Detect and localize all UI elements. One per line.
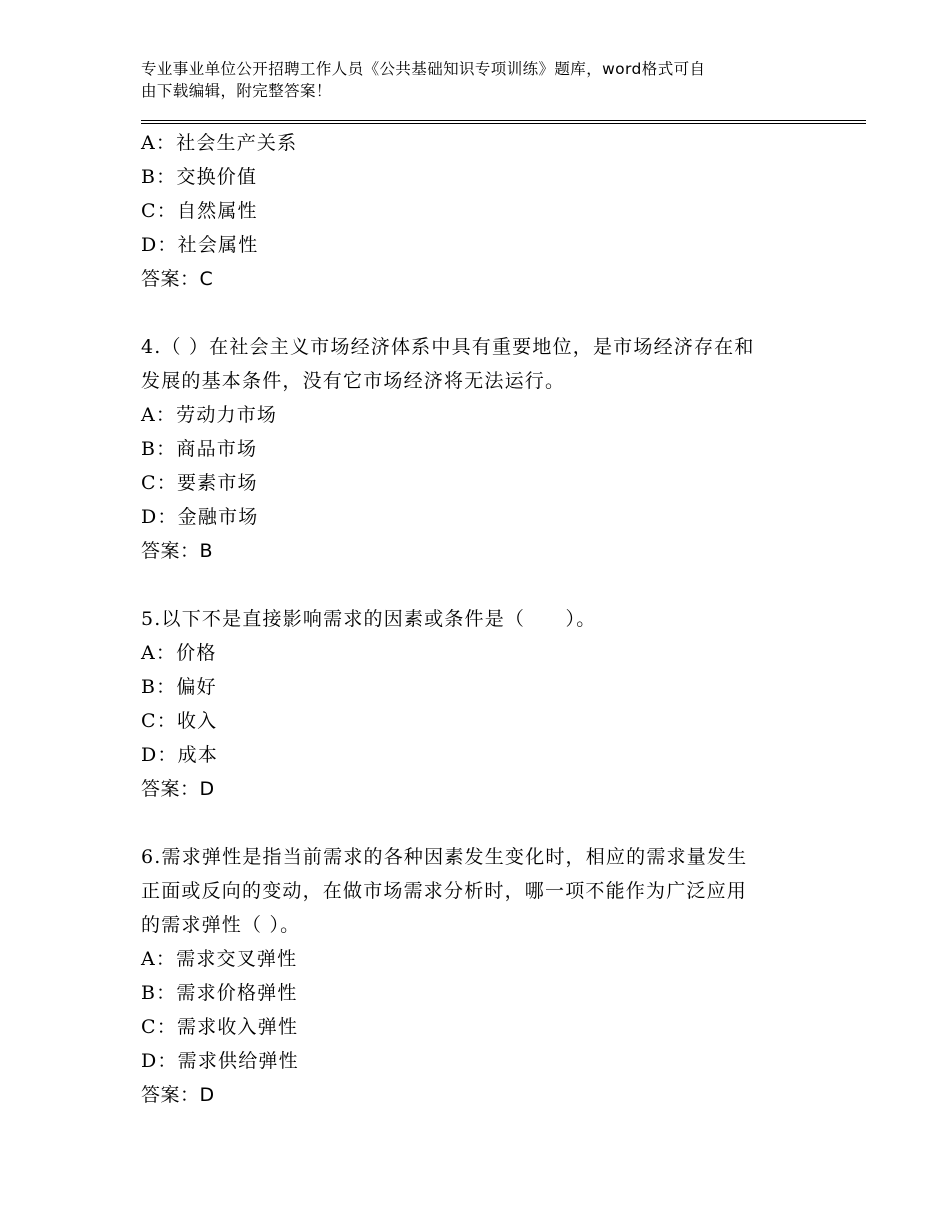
option-c: C：收入 bbox=[141, 710, 218, 732]
answer bbox=[141, 534, 821, 568]
question-stem: 6.需求弹性是指当前需求的各种因素发生变化时，相应的需求量发生 bbox=[141, 846, 748, 868]
answer-label: 答案： bbox=[141, 268, 200, 290]
option-c: C：自然属性 bbox=[141, 200, 258, 222]
option-b: B：商品市场 bbox=[141, 438, 258, 460]
header-line-2: 由下载编辑，附完整答案！ bbox=[141, 82, 332, 100]
option-b: B：需求价格弹性 bbox=[141, 982, 298, 1004]
answer-value: B bbox=[199, 540, 214, 562]
answer-label: 答案： bbox=[141, 540, 200, 562]
spacer bbox=[141, 296, 821, 330]
option-d: D：社会属性 bbox=[141, 234, 259, 256]
spacer bbox=[141, 568, 821, 602]
option-d: D：金融市场 bbox=[141, 506, 259, 528]
option-b: B：偏好 bbox=[141, 676, 217, 698]
question-stem: 正面或反向的变动，在做市场需求分析时，哪一项不能作为广泛应用 bbox=[141, 880, 748, 902]
answer-label: 答案： bbox=[141, 778, 200, 800]
answer bbox=[141, 772, 821, 806]
option-c: C：要素市场 bbox=[141, 472, 258, 494]
question-stem: 4.（ ）在社会主义市场经济体系中具有重要地位，是市场经济存在和 bbox=[141, 336, 755, 358]
page-header bbox=[141, 58, 811, 102]
question-stem: 的需求弹性（ ）。 bbox=[141, 914, 301, 936]
answer bbox=[141, 262, 821, 296]
header-line-1: 专业事业单位公开招聘工作人员《公共基础知识专项训练》题库，word格式可自 bbox=[141, 60, 706, 78]
option-d: D：成本 bbox=[141, 744, 219, 766]
question-5 bbox=[141, 602, 821, 806]
question-4 bbox=[141, 330, 821, 568]
answer-value: C bbox=[199, 268, 214, 290]
question-3 bbox=[141, 126, 821, 296]
answer-value: D bbox=[199, 778, 215, 800]
option-a: A：劳动力市场 bbox=[141, 404, 278, 426]
question-stem: 发展的基本条件，没有它市场经济将无法运行。 bbox=[141, 370, 566, 392]
answer-value: D bbox=[199, 1084, 215, 1106]
answer bbox=[141, 1078, 821, 1112]
option-a: A：社会生产关系 bbox=[141, 132, 298, 154]
option-d: D：需求供给弹性 bbox=[141, 1050, 299, 1072]
header-double-rule bbox=[141, 120, 866, 124]
question-content bbox=[141, 126, 821, 1112]
option-c: C：需求收入弹性 bbox=[141, 1016, 299, 1038]
option-a: A：需求交叉弹性 bbox=[141, 948, 298, 970]
option-a: A：价格 bbox=[141, 642, 217, 664]
question-stem: 5.以下不是直接影响需求的因素或条件是（ ）。 bbox=[141, 608, 597, 630]
option-b: B：交换价值 bbox=[141, 166, 258, 188]
question-6 bbox=[141, 840, 821, 1112]
spacer bbox=[141, 806, 821, 840]
answer-label: 答案： bbox=[141, 1084, 200, 1106]
